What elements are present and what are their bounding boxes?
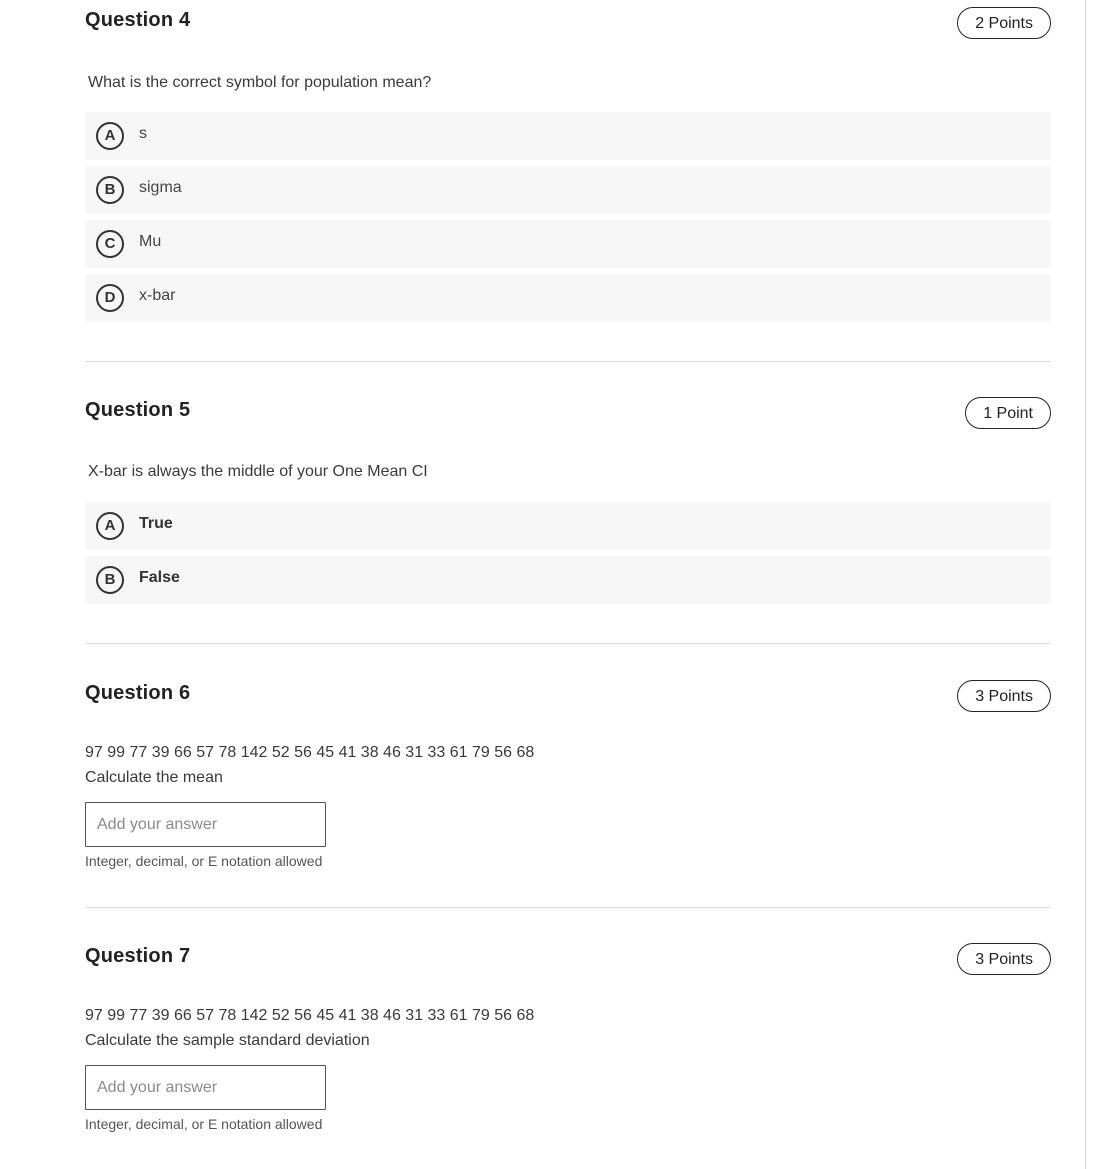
question-prompt: Calculate the mean bbox=[85, 769, 223, 786]
divider bbox=[85, 361, 1051, 362]
option-label: sigma bbox=[139, 179, 182, 196]
points-badge: 3 Points bbox=[957, 680, 1051, 712]
option-c[interactable] bbox=[85, 220, 1051, 268]
data-line: 97 99 77 39 66 57 78 142 52 56 45 41 38 46 31 33 61 79 56 68 bbox=[85, 744, 535, 761]
options-list bbox=[85, 502, 1051, 604]
page-scrollbar-edge bbox=[1085, 0, 1086, 1169]
question-prompt: Calculate the sample standard deviation bbox=[85, 1032, 370, 1049]
option-d[interactable] bbox=[85, 274, 1051, 322]
points-badge: 2 Points bbox=[957, 7, 1051, 39]
option-b[interactable] bbox=[85, 556, 1051, 604]
question-header bbox=[85, 397, 1051, 433]
input-hint: Integer, decimal, or E notation allowed bbox=[85, 1116, 323, 1132]
option-a[interactable] bbox=[85, 112, 1051, 160]
option-letter: D bbox=[96, 284, 124, 312]
question-title: Question 6 bbox=[85, 682, 191, 704]
option-letter: C bbox=[96, 230, 124, 258]
option-letter: A bbox=[96, 122, 124, 150]
option-label: False bbox=[139, 569, 180, 586]
data-line: 97 99 77 39 66 57 78 142 52 56 45 41 38 46 31 33 61 79 56 68 bbox=[85, 1007, 535, 1024]
points-badge: 1 Point bbox=[965, 397, 1051, 429]
question-title: Question 5 bbox=[85, 399, 191, 421]
option-label: Mu bbox=[139, 233, 162, 250]
question-7 bbox=[85, 943, 1051, 1132]
answer-input[interactable] bbox=[85, 802, 326, 847]
question-4 bbox=[85, 7, 1051, 328]
option-label: x-bar bbox=[139, 287, 176, 304]
question-header bbox=[85, 943, 1051, 979]
option-b[interactable] bbox=[85, 166, 1051, 214]
option-label: s bbox=[139, 125, 147, 142]
divider bbox=[85, 643, 1051, 644]
option-letter: B bbox=[96, 566, 124, 594]
question-6 bbox=[85, 680, 1051, 869]
question-header bbox=[85, 680, 1051, 716]
option-letter: B bbox=[96, 176, 124, 204]
question-prompt: What is the correct symbol for population mean? bbox=[88, 74, 432, 91]
question-5 bbox=[85, 397, 1051, 610]
option-a[interactable] bbox=[85, 502, 1051, 550]
input-hint: Integer, decimal, or E notation allowed bbox=[85, 853, 323, 869]
question-title: Question 7 bbox=[85, 945, 191, 967]
option-label: True bbox=[139, 515, 173, 532]
options-list bbox=[85, 112, 1051, 322]
answer-input[interactable] bbox=[85, 1065, 326, 1110]
points-badge: 3 Points bbox=[957, 943, 1051, 975]
divider bbox=[85, 907, 1051, 908]
question-prompt: X-bar is always the middle of your One Mean CI bbox=[88, 463, 428, 480]
option-letter: A bbox=[96, 512, 124, 540]
question-title: Question 4 bbox=[85, 9, 191, 31]
question-header bbox=[85, 7, 1051, 43]
